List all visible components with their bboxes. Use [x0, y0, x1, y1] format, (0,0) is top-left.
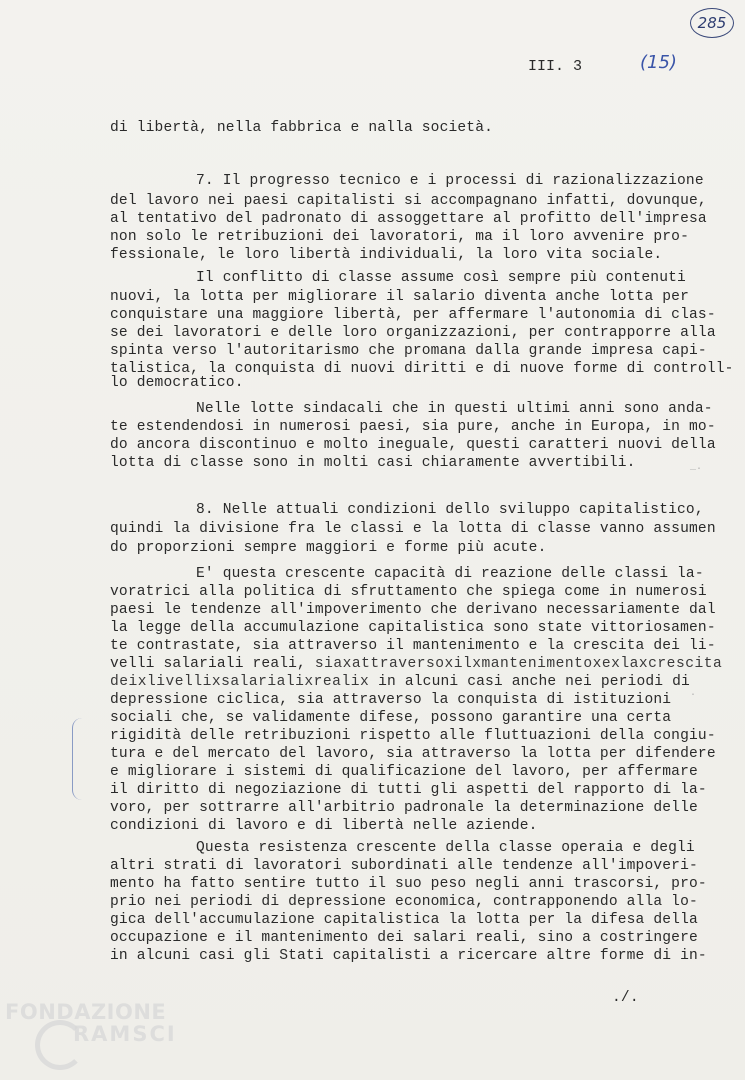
text-line: sociali che, se validamente difese, possono garantire una certa [110, 710, 672, 726]
text-line: nuovi, la lotta per migliorare il salario diventa anche lotta per [110, 289, 689, 305]
paragraph-7-line: 7. Il progresso tecnico e i processi di razionalizzazione [196, 173, 704, 189]
paragraph-8-line: 8. Nelle attuali condizioni dello sviluppo capitalistico, [196, 502, 704, 518]
text-line: in alcuni casi gli Stati capitalisti a ricercare altre forme di in- [110, 948, 707, 964]
text-line: E' questa crescente capacità di reazione delle classi la- [196, 566, 704, 582]
text-line: tura e del mercato del lavoro, sia attraverso la lotta per difendere [110, 746, 716, 762]
struck-out-text: deixlivellixsalarialixrealix [110, 674, 370, 690]
text-line: te estendendosi in numerosi paesi, sia pure, anche in Europa, in mo- [110, 419, 716, 435]
struck-out-text: siaxattraversoxilxmantenimentoxexlaxcrescita [314, 656, 723, 672]
text-line: spinta verso l'autoritarismo che promana dalla grande impresa capi- [110, 343, 707, 359]
text-line: Questa resistenza crescente della classe operaia e degli [196, 840, 695, 856]
paragraph-7-line: al tentativo del padronato di assoggettare al profitto dell'impresa [110, 211, 707, 227]
text-line: condizioni di lavoro e di libertà nelle aziende. [110, 818, 538, 834]
text-line: occupazione e il mantenimento dei salari reali, sino a costringere [110, 930, 698, 946]
text-line: conquistare una maggiore libertà, per affermare l'autonomia di clas- [110, 307, 716, 323]
archive-number: 285 [697, 14, 727, 32]
text-line: mento ha fatto sentire tutto il suo peso negli anni trascorsi, pro- [110, 876, 707, 892]
continuation-mark: ./. [612, 990, 639, 1006]
watermark-text: FONDAZIONE [5, 1000, 167, 1024]
text-line: il diritto di negoziazione di tutti gli aspetti del rapporto di la- [110, 782, 707, 798]
text-fragment: velli salariali reali, [110, 656, 315, 672]
text-line: Nelle lotte sindacali che in questi ultimi anni sono anda- [196, 401, 713, 417]
text-line: gica dell'accumulazione capitalistica la lotta per la difesa della [110, 912, 698, 928]
paragraph-8-line: do proporzioni sempre maggiori e forme più acute. [110, 540, 547, 556]
text-line: la legge della accumulazione capitalistica sono state vittoriosamen- [110, 620, 716, 636]
text-line: te contrastate, sia attraverso il mantenimento e la crescita dei li- [110, 638, 716, 654]
text-line: altri strati di lavoratori subordinati alle tendenze all'impoveri- [110, 858, 698, 874]
margin-mark: · [690, 690, 697, 701]
foundation-watermark [5, 1000, 185, 1070]
text-line [110, 656, 722, 672]
text-line: voratrici alla politica di sfruttamento che spiega come in numerosi [110, 584, 707, 600]
text-line: di libertà, nella fabbrica e nalla società. [110, 120, 494, 136]
text-line: rigidità delle retribuzioni rispetto alle fluttuazioni della congiu- [110, 728, 716, 744]
margin-bracket-mark [72, 718, 83, 800]
text-line: paesi le tendenze all'impoverimento che derivano necessariamente dal [110, 602, 716, 618]
paragraph-7-line: del lavoro nei paesi capitalisti si accompagnano infatti, dovunque, [110, 193, 707, 209]
paragraph-7-line: non solo le retribuzioni dei lavoratori, ma il loro avvenire pro- [110, 229, 689, 245]
text-line: prio nei periodi di depressione economica, contrapponendo alla lo- [110, 894, 698, 910]
archive-number-stamp [690, 8, 734, 38]
text-line: do ancora discontinuo e molto ineguale, questi caratteri nuovi della [110, 437, 716, 453]
margin-mark: _. [690, 462, 703, 473]
text-line: talistica, la conquista di nuovi diritti e di nuove forme di controll- [110, 361, 734, 377]
paragraph-8-line: quindi la divisione fra le classi e la lotta di classe vanno assumen [110, 521, 716, 537]
text-line [110, 674, 690, 690]
text-line: Il conflitto di classe assume così sempre più contenuti [196, 270, 686, 286]
text-line: lotta di classe sono in molti casi chiaramente avvertibili. [110, 455, 636, 471]
text-line: se dei lavoratori e delle loro organizzazioni, per contrapporre alla [110, 325, 716, 341]
text-line: voro, per sottrarre all'arbitrio padronale la determinazione delle [110, 800, 698, 816]
text-line: lo democratico. [110, 375, 244, 391]
text-line: e migliorare i sistemi di qualificazione del lavoro, per affermare [110, 764, 698, 780]
text-line: depressione ciclica, sia attraverso la conquista di istituzioni [110, 692, 672, 708]
section-header: III. 3 [528, 58, 583, 75]
paragraph-7-line: fessionale, le loro libertà individuali, la loro vita sociale. [110, 247, 663, 263]
watermark-text: RAMSCI [73, 1022, 177, 1046]
text-fragment: in alcuni casi anche nei periodi di [369, 674, 690, 690]
handwritten-page-note: (15) [640, 52, 677, 73]
